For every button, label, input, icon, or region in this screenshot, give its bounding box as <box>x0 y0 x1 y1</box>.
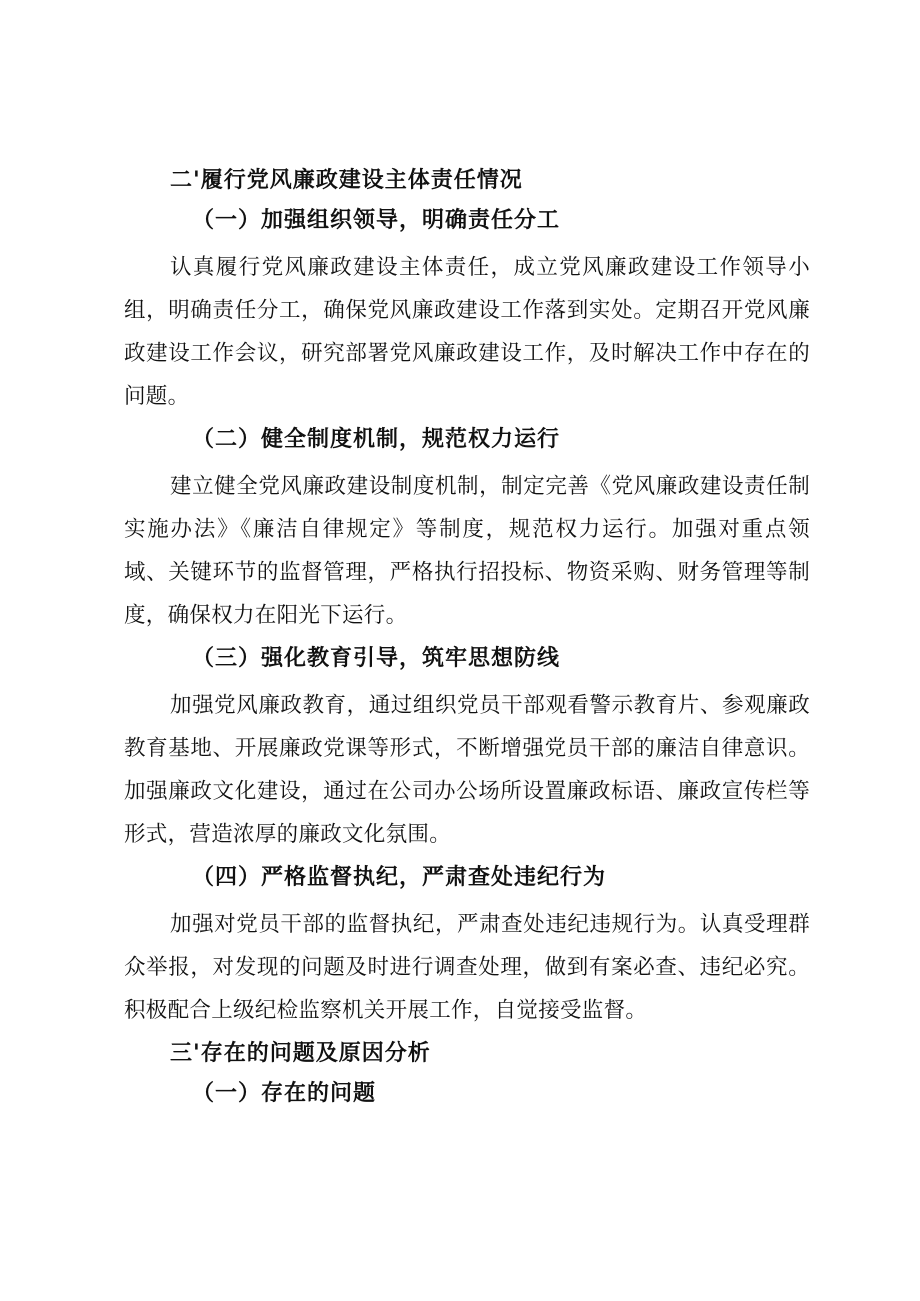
section-2-2-heading: （二）健全制度机制，规范权力运行 <box>192 427 561 452</box>
section-2-3-heading: （三）强化教育引导，筑牢思想防线 <box>192 646 561 671</box>
document-body <box>124 166 810 1119</box>
section-2-4-heading: （四）严格监督执纪，严肃查处违纪行为 <box>192 865 607 890</box>
section-2-2-paragraph: 建立健全党风廉政建设制度机制，制定完善《党风廉政建设责任制实施办法》《廉洁自律规定》等制度，规范权力运行。加强对重点领域、关键环节的监督管理，严格执行招投标、物资采购、财务管理等制度，确保权力在阳光下运行。 <box>124 474 810 628</box>
section-3-1-heading: （一）存在的问题 <box>192 1081 377 1106</box>
section-2-4-paragraph: 加强对党员干部的监督执纪，严肃查处违纪违规行为。认真受理群众举报，对发现的问题及时进行调查处理，做到有案必查、违纪必究。积极配合上级纪检监察机关开展工作，自觉接受监督。 <box>124 912 810 1023</box>
section-2-title: 二'履行党风廉政建设主体责任情况 <box>170 168 523 193</box>
section-3-title: 三'存在的问题及原因分析 <box>170 1041 431 1066</box>
section-2-3-paragraph: 加强党风廉政教育，通过组织党员干部观看警示教育片、参观廉政教育基地、开展廉政党课等形式，不断增强党员干部的廉洁自律意识。加强廉政文化建设，通过在公司办公场所设置廉政标语、廉政宣传栏等形式，营造浓厚的廉政文化氛围。 <box>124 693 810 847</box>
section-2-1-heading: （一）加强组织领导，明确责任分工 <box>192 208 561 233</box>
section-2-1-paragraph: 认真履行党风廉政建设主体责任，成立党风廉政建设工作领导小组，明确责任分工，确保党风廉政建设工作落到实处。定期召开党风廉政建设工作会议，研究部署党风廉政建设工作，及时解决工作中存在的问题。 <box>124 255 810 409</box>
